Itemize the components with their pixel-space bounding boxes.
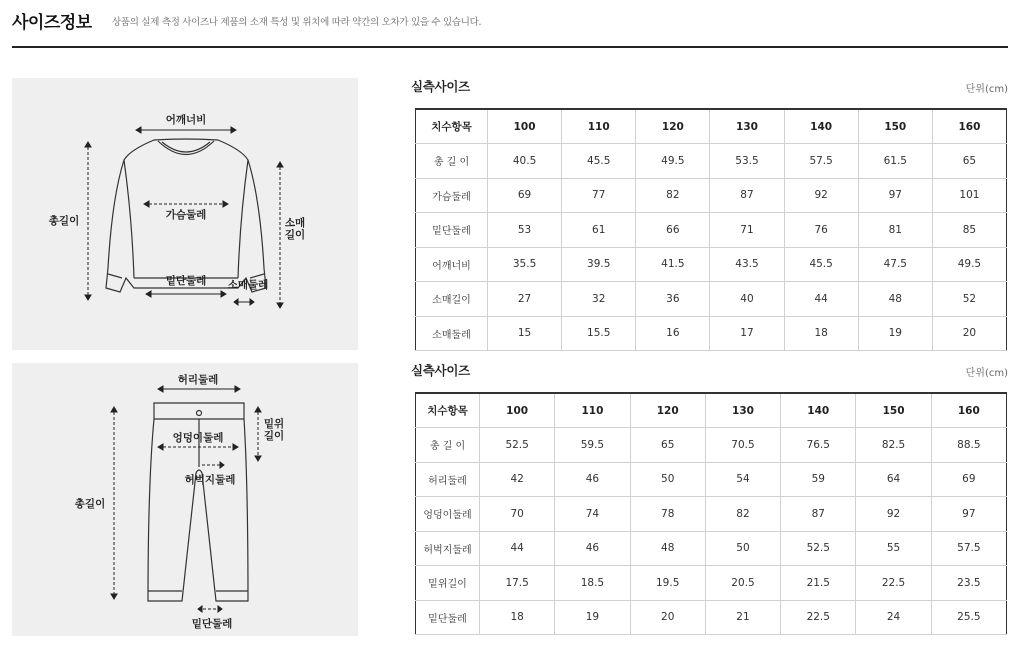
size-header-cell: 160 <box>931 393 1006 428</box>
value-cell: 101 <box>932 178 1006 213</box>
size-header-cell: 150 <box>856 393 931 428</box>
value-cell: 55 <box>856 531 931 566</box>
value-cell: 24 <box>856 600 931 635</box>
size-header-cell: 120 <box>636 109 710 144</box>
value-cell: 87 <box>781 497 856 532</box>
bottom-garment-diagram <box>12 363 358 636</box>
chest-label: 가슴둘레 <box>165 209 207 221</box>
table-row <box>416 428 1007 463</box>
value-cell: 81 <box>858 213 932 248</box>
table-row <box>416 462 1007 497</box>
top-table-title: 실측사이즈 <box>411 79 470 94</box>
value-cell: 22.5 <box>856 566 931 601</box>
value-cell: 92 <box>784 178 858 213</box>
value-cell: 53 <box>488 213 562 248</box>
value-cell: 27 <box>488 282 562 317</box>
value-cell: 25.5 <box>931 600 1006 635</box>
rise-label-2: 길이 <box>263 430 285 442</box>
value-cell: 45.5 <box>784 247 858 282</box>
value-cell: 19 <box>858 316 932 351</box>
value-cell: 46 <box>555 531 630 566</box>
value-cell: 16 <box>636 316 710 351</box>
value-cell: 78 <box>630 497 705 532</box>
size-header-cell: 140 <box>784 109 858 144</box>
value-cell: 76 <box>784 213 858 248</box>
value-cell: 50 <box>630 462 705 497</box>
row-label-cell: 밑위길이 <box>416 566 480 601</box>
value-cell: 85 <box>932 213 1006 248</box>
value-cell: 17.5 <box>480 566 555 601</box>
value-cell: 82.5 <box>856 428 931 463</box>
value-cell: 52 <box>932 282 1006 317</box>
pants-total-length-label: 총길이 <box>74 498 106 510</box>
value-cell: 43.5 <box>710 247 784 282</box>
value-cell: 18 <box>480 600 555 635</box>
row-label-cell: 소매길이 <box>416 282 488 317</box>
table-row <box>416 316 1007 351</box>
value-cell: 57.5 <box>784 144 858 179</box>
cuff-label: 소매둘레 <box>227 279 269 291</box>
table-row <box>416 178 1007 213</box>
value-cell: 59.5 <box>555 428 630 463</box>
value-cell: 65 <box>630 428 705 463</box>
value-cell: 82 <box>636 178 710 213</box>
value-cell: 69 <box>931 462 1006 497</box>
value-cell: 22.5 <box>781 600 856 635</box>
value-cell: 17 <box>710 316 784 351</box>
value-cell: 47.5 <box>858 247 932 282</box>
table-header-row <box>416 109 1007 144</box>
value-cell: 35.5 <box>488 247 562 282</box>
top-size-table <box>415 108 1007 351</box>
shoulder-label: 어깨너비 <box>165 114 207 126</box>
value-cell: 19 <box>555 600 630 635</box>
value-cell: 52.5 <box>781 531 856 566</box>
value-cell: 40.5 <box>488 144 562 179</box>
value-cell: 61.5 <box>858 144 932 179</box>
header-label-cell: 치수항목 <box>416 393 480 428</box>
total-length-label: 총길이 <box>48 215 80 227</box>
waist-label: 허리둘레 <box>177 374 219 386</box>
size-header-cell: 130 <box>710 109 784 144</box>
size-header-cell: 110 <box>555 393 630 428</box>
value-cell: 54 <box>705 462 780 497</box>
header-label-cell: 치수항목 <box>416 109 488 144</box>
value-cell: 23.5 <box>931 566 1006 601</box>
value-cell: 45.5 <box>562 144 636 179</box>
table-header-row <box>416 393 1007 428</box>
pants-illustration <box>12 363 358 636</box>
size-header-cell: 100 <box>480 393 555 428</box>
value-cell: 57.5 <box>931 531 1006 566</box>
value-cell: 70.5 <box>705 428 780 463</box>
table-row <box>416 282 1007 317</box>
table-row <box>416 247 1007 282</box>
value-cell: 88.5 <box>931 428 1006 463</box>
row-label-cell: 허벅지둘레 <box>416 531 480 566</box>
value-cell: 52.5 <box>480 428 555 463</box>
value-cell: 44 <box>480 531 555 566</box>
top-table-unit: 단위(cm) <box>965 84 1008 95</box>
value-cell: 59 <box>781 462 856 497</box>
row-label-cell: 허리둘레 <box>416 462 480 497</box>
page-title: 사이즈정보 <box>12 13 92 33</box>
sweatshirt-illustration <box>12 78 358 350</box>
value-cell: 19.5 <box>630 566 705 601</box>
size-header-cell: 120 <box>630 393 705 428</box>
value-cell: 48 <box>630 531 705 566</box>
value-cell: 87 <box>710 178 784 213</box>
hip-label: 엉덩이둘레 <box>172 432 224 444</box>
value-cell: 46 <box>555 462 630 497</box>
size-header-cell: 140 <box>781 393 856 428</box>
bottom-table-title: 실측사이즈 <box>411 363 470 378</box>
sleeve-length-label-2: 길이 <box>284 229 306 241</box>
value-cell: 44 <box>784 282 858 317</box>
rise-label-1: 밑위 <box>263 418 285 430</box>
size-header-cell: 110 <box>562 109 636 144</box>
sleeve-length-label-1: 소매 <box>284 217 306 229</box>
size-header-cell: 130 <box>705 393 780 428</box>
thigh-label: 허벅지둘레 <box>184 474 236 486</box>
value-cell: 20.5 <box>705 566 780 601</box>
value-cell: 42 <box>480 462 555 497</box>
value-cell: 76.5 <box>781 428 856 463</box>
value-cell: 74 <box>555 497 630 532</box>
value-cell: 77 <box>562 178 636 213</box>
table-row <box>416 497 1007 532</box>
value-cell: 20 <box>630 600 705 635</box>
bottom-size-table <box>415 392 1007 635</box>
value-cell: 20 <box>932 316 1006 351</box>
table-row <box>416 600 1007 635</box>
value-cell: 70 <box>480 497 555 532</box>
row-label-cell: 총 길 이 <box>416 428 480 463</box>
row-label-cell: 어깨너비 <box>416 247 488 282</box>
row-label-cell: 엉덩이둘레 <box>416 497 480 532</box>
row-label-cell: 밑단둘레 <box>416 600 480 635</box>
value-cell: 71 <box>710 213 784 248</box>
page-header <box>12 6 1008 48</box>
value-cell: 66 <box>636 213 710 248</box>
value-cell: 15.5 <box>562 316 636 351</box>
page-note: 상품의 실제 측정 사이즈나 제품의 소재 특성 및 위치에 따라 약간의 오차가 있을 수 있습니다. <box>112 17 482 28</box>
row-label-cell: 가슴둘레 <box>416 178 488 213</box>
value-cell: 40 <box>710 282 784 317</box>
value-cell: 48 <box>858 282 932 317</box>
bottom-table-unit: 단위(cm) <box>965 368 1008 379</box>
value-cell: 50 <box>705 531 780 566</box>
value-cell: 21 <box>705 600 780 635</box>
value-cell: 21.5 <box>781 566 856 601</box>
value-cell: 82 <box>705 497 780 532</box>
table-row <box>416 566 1007 601</box>
value-cell: 97 <box>931 497 1006 532</box>
value-cell: 39.5 <box>562 247 636 282</box>
table-row <box>416 531 1007 566</box>
value-cell: 41.5 <box>636 247 710 282</box>
value-cell: 53.5 <box>710 144 784 179</box>
pants-hem-label: 밑단둘레 <box>191 618 233 630</box>
value-cell: 49.5 <box>932 247 1006 282</box>
value-cell: 97 <box>858 178 932 213</box>
row-label-cell: 총 길 이 <box>416 144 488 179</box>
size-header-cell: 160 <box>932 109 1006 144</box>
top-garment-diagram <box>12 78 358 350</box>
value-cell: 15 <box>488 316 562 351</box>
value-cell: 18 <box>784 316 858 351</box>
table-row <box>416 213 1007 248</box>
value-cell: 69 <box>488 178 562 213</box>
value-cell: 92 <box>856 497 931 532</box>
value-cell: 61 <box>562 213 636 248</box>
size-header-cell: 150 <box>858 109 932 144</box>
value-cell: 32 <box>562 282 636 317</box>
hem-label: 밑단둘레 <box>165 275 207 287</box>
value-cell: 64 <box>856 462 931 497</box>
value-cell: 36 <box>636 282 710 317</box>
pants-measure-lines <box>111 386 261 612</box>
row-label-cell: 밑단둘레 <box>416 213 488 248</box>
row-label-cell: 소매둘레 <box>416 316 488 351</box>
table-row <box>416 144 1007 179</box>
value-cell: 49.5 <box>636 144 710 179</box>
value-cell: 18.5 <box>555 566 630 601</box>
value-cell: 65 <box>932 144 1006 179</box>
size-header-cell: 100 <box>488 109 562 144</box>
